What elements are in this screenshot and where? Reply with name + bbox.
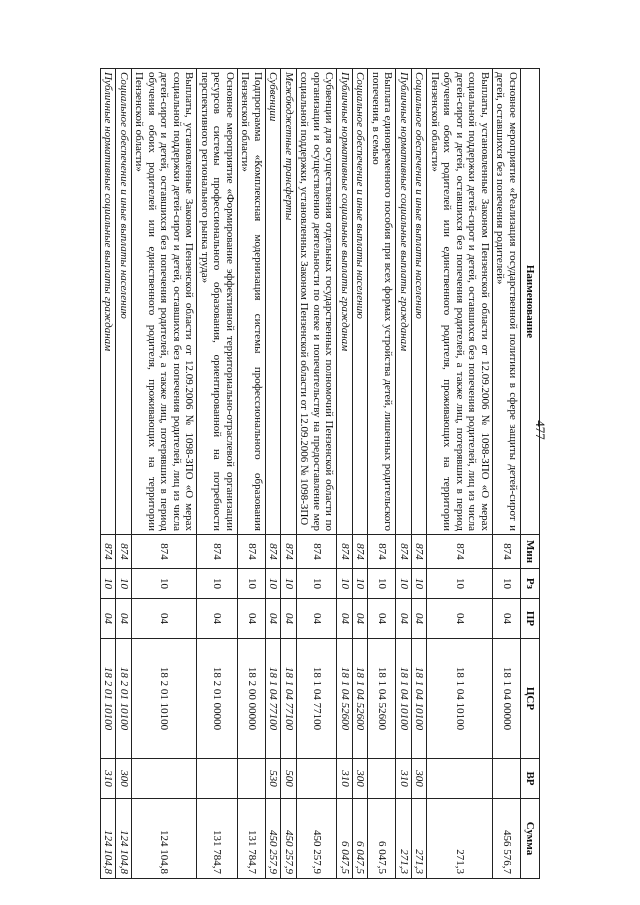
rotated-page — [82, 68, 540, 878]
cell-pr: 04 — [266, 599, 282, 639]
cell-pr: 04 — [101, 599, 117, 639]
cell-vr — [132, 759, 198, 799]
table-row — [337, 69, 353, 879]
cell-vr: 300 — [116, 759, 132, 799]
cell-csr: 18 1 04 10100 — [427, 639, 493, 759]
cell-min: 874 — [281, 535, 297, 569]
cell-sum: 450 257,9 — [281, 799, 297, 879]
cell-csr: 18 1 04 52600 — [353, 639, 369, 759]
table-row — [493, 69, 521, 879]
cell-pr: 04 — [281, 599, 297, 639]
cell-pr: 04 — [493, 599, 521, 639]
cell-sum: 124 104,8 — [116, 799, 132, 879]
cell-pr: 04 — [238, 599, 266, 639]
cell-csr: 18 1 04 10100 — [412, 639, 428, 759]
cell-min: 874 — [427, 535, 493, 569]
cell-vr — [427, 759, 493, 799]
table-row — [116, 69, 132, 879]
cell-rz: 10 — [132, 569, 198, 599]
cell-name: Подпрограмма «Комплексная модернизация системы профессионального образования Пензенской области» — [238, 69, 266, 535]
cell-sum: 6 047,5 — [337, 799, 353, 879]
cell-pr: 04 — [396, 599, 412, 639]
cell-sum: 450 257,9 — [266, 799, 282, 879]
cell-sum: 124 104,8 — [101, 799, 117, 879]
cell-sum: 450 257,9 — [297, 799, 338, 879]
cell-sum: 6 047,5 — [353, 799, 369, 879]
cell-rz: 10 — [238, 569, 266, 599]
cell-name: Выплаты, установленные Законом Пензенской области от 12.09.2006 № 1098-ЗПО «О мерах социальной поддержки детей-сирот и детей, оставшихся без попечения родителей, лиц из числа детей-сирот и детей, оставшихся без попечения родителей, а также лиц, потерявших в период обучения обоих родителей или единственного родителя, проживающих на территории Пензенской области» — [132, 69, 198, 535]
cell-rz: 10 — [101, 569, 117, 599]
cell-vr — [493, 759, 521, 799]
cell-rz: 10 — [297, 569, 338, 599]
cell-pr: 04 — [337, 599, 353, 639]
cell-vr: 310 — [101, 759, 117, 799]
cell-min: 874 — [396, 535, 412, 569]
table-row — [101, 69, 117, 879]
table-row — [368, 69, 396, 879]
cell-rz: 10 — [266, 569, 282, 599]
cell-vr — [238, 759, 266, 799]
cell-rz: 10 — [493, 569, 521, 599]
cell-pr: 04 — [368, 599, 396, 639]
cell-pr: 04 — [197, 599, 238, 639]
cell-sum: 271,3 — [427, 799, 493, 879]
table-row — [297, 69, 338, 879]
cell-pr: 04 — [412, 599, 428, 639]
cell-rz: 10 — [427, 569, 493, 599]
header-pr: ПР — [521, 599, 540, 639]
cell-min: 874 — [368, 535, 396, 569]
cell-name: Выплаты, установленные Законом Пензенской области от 12.09.2006 № 1098-ЗПО «О мерах социальной поддержки детей-сирот и детей, оставшихся без попечения родителей, лиц из числа детей-сирот и детей, оставшихся без попечения родителей, а также лиц, потерявших в период обучения обоих родителей или единственного родителя, проживающих на территории Пензенской области» — [427, 69, 493, 535]
cell-pr: 04 — [353, 599, 369, 639]
cell-rz: 10 — [412, 569, 428, 599]
cell-vr: 310 — [396, 759, 412, 799]
table-row — [281, 69, 297, 879]
cell-csr: 18 1 04 52600 — [368, 639, 396, 759]
cell-csr: 18 1 04 52600 — [337, 639, 353, 759]
table-row — [427, 69, 493, 879]
header-csr: ЦСР — [521, 639, 540, 759]
cell-vr — [197, 759, 238, 799]
cell-vr: 530 — [266, 759, 282, 799]
cell-name: Выплата единовременного пособия при всех формах устройства детей, лишенных родительского попечения, в семью — [368, 69, 396, 535]
cell-name: Субвенции — [266, 69, 282, 535]
cell-name: Социальное обеспечение и иные выплаты населению — [116, 69, 132, 535]
cell-csr: 18 1 04 77100 — [281, 639, 297, 759]
cell-rz: 10 — [197, 569, 238, 599]
table-row — [353, 69, 369, 879]
cell-min: 874 — [297, 535, 338, 569]
header-vr: ВР — [521, 759, 540, 799]
cell-csr: 18 1 04 77100 — [266, 639, 282, 759]
cell-pr: 04 — [297, 599, 338, 639]
cell-sum: 271,3 — [412, 799, 428, 879]
cell-rz: 10 — [353, 569, 369, 599]
table-row — [238, 69, 266, 879]
cell-name: Публичные нормативные социальные выплаты гражданам — [101, 69, 117, 535]
cell-min: 874 — [116, 535, 132, 569]
cell-name: Межбюджетные трансферты — [281, 69, 297, 535]
cell-vr: 300 — [412, 759, 428, 799]
cell-vr — [297, 759, 338, 799]
cell-csr: 18 2 01 10100 — [101, 639, 117, 759]
cell-sum: 271,3 — [396, 799, 412, 879]
cell-vr: 300 — [353, 759, 369, 799]
header-rz: Рз — [521, 569, 540, 599]
cell-min: 874 — [197, 535, 238, 569]
table-row — [132, 69, 198, 879]
cell-min: 874 — [101, 535, 117, 569]
cell-csr: 18 2 01 00000 — [197, 639, 238, 759]
table-row — [197, 69, 238, 879]
cell-vr: 310 — [337, 759, 353, 799]
table-row — [396, 69, 412, 879]
cell-min: 874 — [353, 535, 369, 569]
cell-sum: 131 784,7 — [197, 799, 238, 879]
cell-pr: 04 — [132, 599, 198, 639]
cell-sum: 456 576,7 — [493, 799, 521, 879]
header-sum: Сумма — [521, 799, 540, 879]
cell-vr — [368, 759, 396, 799]
budget-table — [100, 68, 540, 879]
cell-pr: 04 — [116, 599, 132, 639]
cell-sum: 131 784,7 — [238, 799, 266, 879]
cell-min: 874 — [238, 535, 266, 569]
cell-name: Основное мероприятие «Формирование эффективной территориально-отраслевой организации ресурсов системы профессионального образования, ориентированной на потребности перспективного регионального рынка труда» — [197, 69, 238, 535]
cell-name: Социальное обеспечение и иные выплаты населению — [412, 69, 428, 535]
cell-name: Социальное обеспечение и иные выплаты населению — [353, 69, 369, 535]
cell-name: Публичные нормативные социальные выплаты гражданам — [337, 69, 353, 535]
cell-name: Основное мероприятие «Реализация государственной политики в сфере защиты детей-сирот и детей, оставшихся без попечения родителей» — [493, 69, 521, 535]
cell-rz: 10 — [281, 569, 297, 599]
cell-rz: 10 — [396, 569, 412, 599]
cell-name: Публичные нормативные социальные выплаты гражданам — [396, 69, 412, 535]
cell-name: Субвенции для осуществления отдельных государственных полномочий Пензенской области по организации и осуществлению деятельности по опеке и попечительству на предоставление мер социальной поддержки, установленных Законом Пензенской области от 12.09.2006 № 1098-ЗПО — [297, 69, 338, 535]
cell-csr: 18 1 04 00000 — [493, 639, 521, 759]
cell-min: 874 — [266, 535, 282, 569]
cell-min: 874 — [493, 535, 521, 569]
cell-csr: 18 2 01 10100 — [132, 639, 198, 759]
cell-sum: 6 047,5 — [368, 799, 396, 879]
cell-csr: 18 1 04 77100 — [297, 639, 338, 759]
cell-csr: 18 1 04 10100 — [396, 639, 412, 759]
cell-sum: 124 104,8 — [132, 799, 198, 879]
cell-rz: 10 — [116, 569, 132, 599]
header-name: Наименование — [521, 69, 540, 535]
page-number: 477 — [533, 420, 548, 440]
cell-pr: 04 — [427, 599, 493, 639]
table-header-row — [521, 69, 540, 879]
header-min: Мин — [521, 535, 540, 569]
cell-min: 874 — [132, 535, 198, 569]
table-row — [412, 69, 428, 879]
cell-vr: 500 — [281, 759, 297, 799]
cell-min: 874 — [412, 535, 428, 569]
cell-min: 874 — [337, 535, 353, 569]
cell-csr: 18 2 01 10100 — [116, 639, 132, 759]
cell-csr: 18 2 00 00000 — [238, 639, 266, 759]
table-row — [266, 69, 282, 879]
cell-rz: 10 — [368, 569, 396, 599]
cell-rz: 10 — [337, 569, 353, 599]
